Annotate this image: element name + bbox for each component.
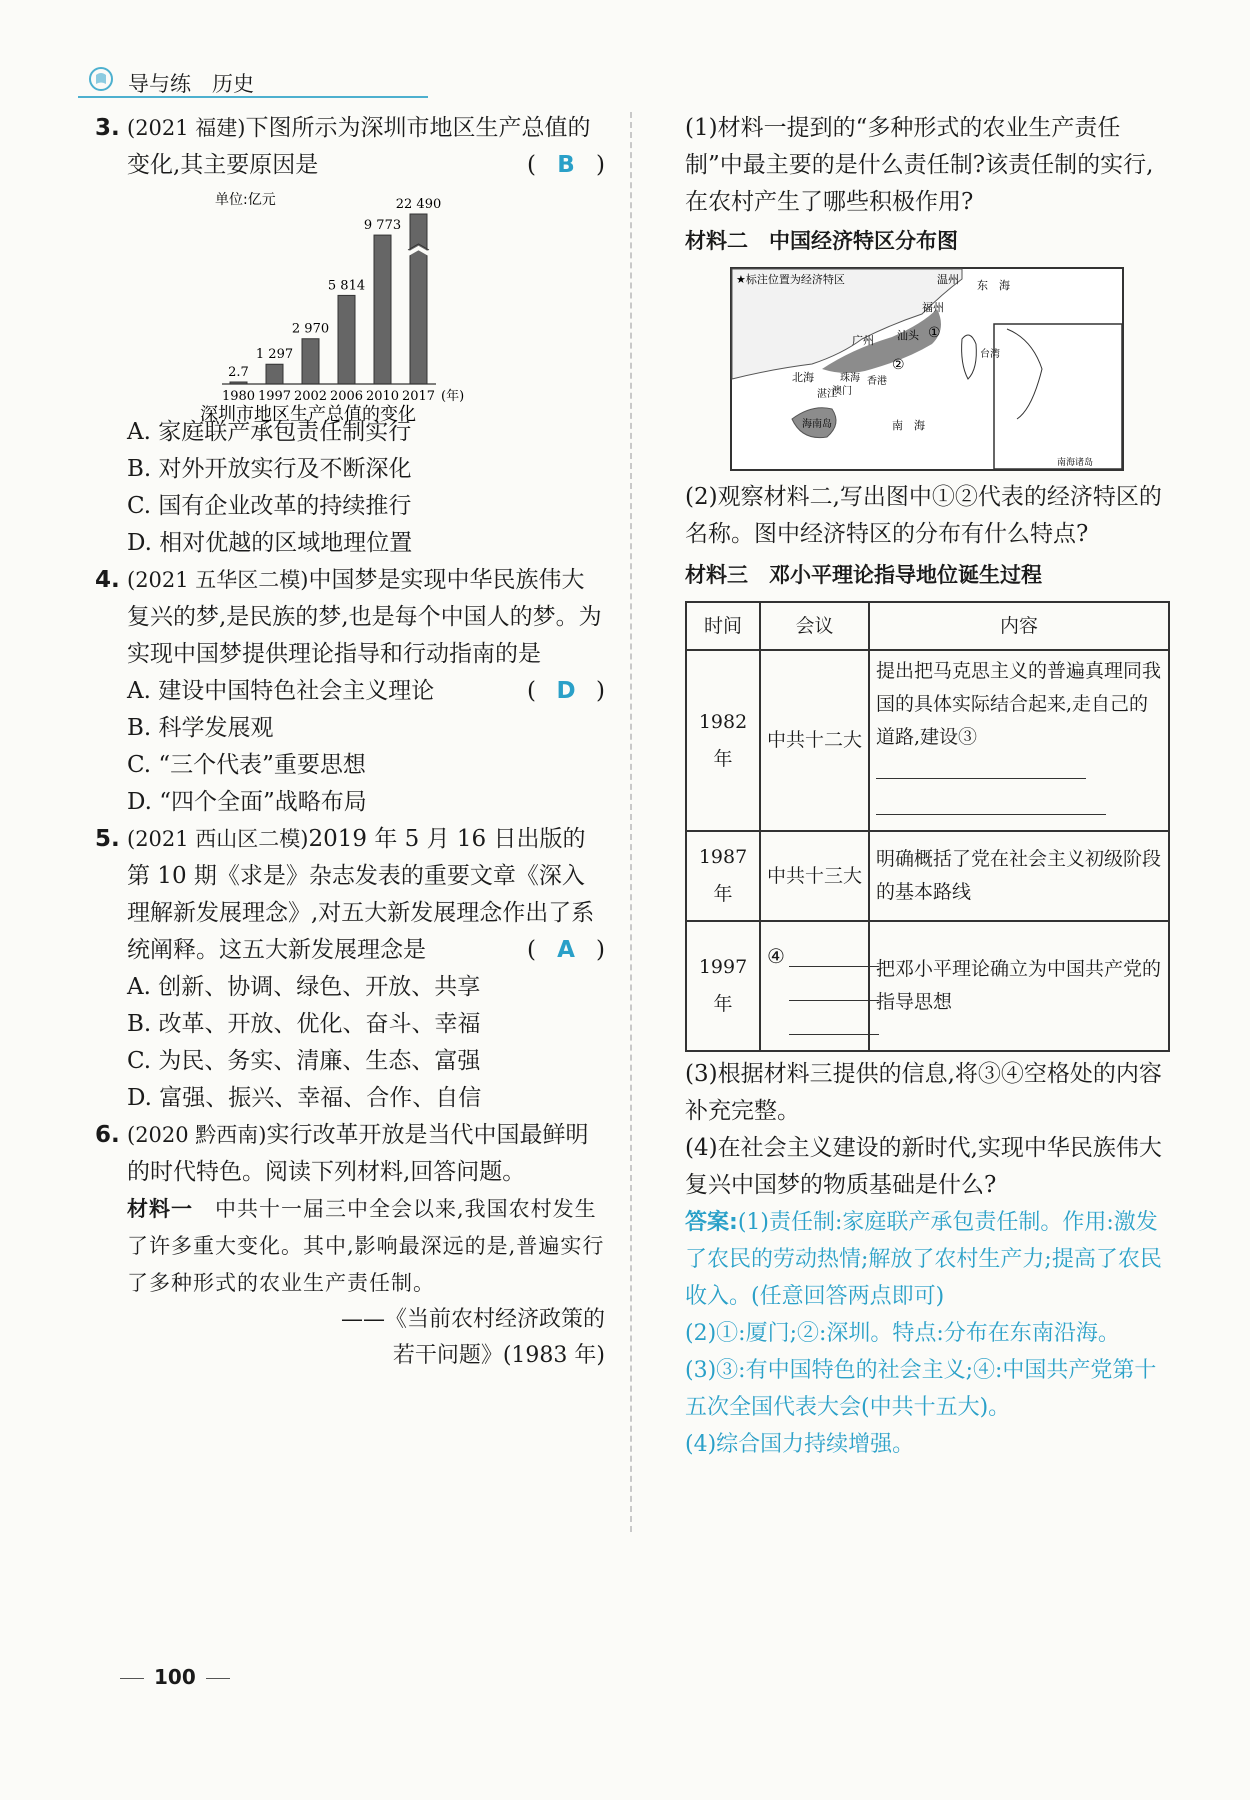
table-header: 会议 <box>760 602 869 650</box>
option-a: A. 创新、协调、绿色、开放、共享 <box>127 974 481 1000</box>
table-cell-content: 把邓小平理论确立为中国共产党的指导思想 <box>869 921 1169 1051</box>
sub-question-2: (2)观察材料二,写出图中①②代表的经济特区的名称。图中经济特区的分布有什么特点? <box>685 484 1162 547</box>
material-1-citation-1: ——《当前农村经济政策的 <box>340 1307 605 1332</box>
chart-x-unit: (年) <box>441 389 465 404</box>
question-source: (2021 五华区二模) <box>127 568 309 592</box>
answer-label: 答案: <box>685 1210 738 1235</box>
option-a: A. 家庭联产承包责任制实行 <box>127 419 412 445</box>
blank-4[interactable] <box>789 936 879 967</box>
blank-4-line2[interactable] <box>789 970 879 1001</box>
answer-parens: ( B ) <box>527 147 605 184</box>
material-2-title: 材料二 中国经济特区分布图 <box>685 229 958 253</box>
chart-tick-label: 2010 <box>365 389 400 404</box>
answer-block <box>685 1204 1175 1463</box>
table-cell-time: 1997 年 <box>686 921 760 1051</box>
option-c: C. 为民、务实、清廉、生态、富强 <box>127 1048 481 1074</box>
special-economic-zones-map <box>730 267 1124 471</box>
material-1-citation-2: 若干问题》(1983 年) <box>392 1343 605 1368</box>
book-logo-icon <box>88 66 114 92</box>
map-label-taiwan: 台湾 <box>980 349 1000 360</box>
map-label-wenzhou: 温州 <box>937 273 959 286</box>
chart-value-label: 9 773 <box>363 218 402 234</box>
blank-3[interactable] <box>876 754 1086 779</box>
option-c: C. 国有企业改革的持续推行 <box>127 493 412 519</box>
table-row <box>686 921 1169 1051</box>
answer-parens: ( A ) <box>527 932 605 969</box>
answer-line-4: (4)综合国力持续增强。 <box>685 1432 915 1457</box>
chart-bar <box>338 295 355 384</box>
content-text: 提出把马克思主义的普遍真理同我国的具体实际结合起来,走自己的道路,建设③ <box>876 660 1162 748</box>
chart-bar <box>302 339 319 384</box>
option-d: D. 相对优越的区域地理位置 <box>127 530 413 556</box>
answer-letter: B <box>557 152 575 178</box>
map-label-shantou: 汕头 <box>897 329 919 342</box>
right-column <box>685 110 1175 1463</box>
chart-bar <box>266 364 283 384</box>
map-legend: ★标注位置为经济特区 <box>736 273 845 286</box>
table-cell-meeting <box>760 921 869 1051</box>
sub-question-1: (1)材料一提到的“多种形式的农业生产责任制”中最主要的是什么责任制?该责任制的实行,在农村产生了哪些积极作用? <box>685 115 1154 215</box>
table-row <box>686 831 1169 921</box>
answer-parens: ( D ) <box>527 673 605 710</box>
gdp-bar-chart <box>95 184 515 425</box>
question-number: 6. <box>95 1122 120 1148</box>
question-stem: 下图所示为深圳市地区生产总值的变化,其主要原因是 <box>127 115 591 178</box>
material-1-text: 中共十一届三中全会以来,我国农村发生了许多重大变化。其中,影响最深远的是,普遍实行了多种形式的农业生产责任制。 <box>127 1197 605 1295</box>
page-header <box>78 62 428 98</box>
chart-title: 深圳市地区生产总值的变化 <box>200 404 416 425</box>
question-6 <box>95 1117 605 1191</box>
column-divider <box>630 112 632 1532</box>
page-number <box>110 1665 240 1689</box>
map-marker-1: ① <box>928 325 941 341</box>
header-rule <box>78 96 428 98</box>
question-source: (2021 西山区二模) <box>127 827 309 851</box>
chart-value-label: 22 490 <box>395 197 442 212</box>
sub-question-4: (4)在社会主义建设的新时代,实现中华民族伟大复兴中国梦的物质基础是什么? <box>685 1135 1162 1198</box>
chart-tick-label: 2017 <box>401 389 436 404</box>
question-stem: 实行改革开放是当代中国最鲜明的时代特色。阅读下列材料,回答问题。 <box>127 1122 589 1185</box>
map-label-fuzhou: 福州 <box>922 301 944 314</box>
header-title: 导与练 历史 <box>128 72 254 96</box>
question-source: (2020 黔西南) <box>127 1123 267 1147</box>
map-label-south-sea: 南 海 <box>892 419 925 432</box>
map-label-nanhai-islands: 南海诸岛 <box>1057 458 1094 468</box>
question-stem: 中国梦是实现中华民族伟大复兴的梦,是民族的梦,也是每个中国人的梦。为实现中国梦提供理论指导和行动指南的是 <box>127 567 602 667</box>
question-stem: 2019 年 5 月 16 日出版的第 10 期《求是》杂志发表的重要文章《深入理解新发展理念》,对五大新发展理念作出了系统阐释。这五大新发展理念是 <box>127 826 595 963</box>
table-row <box>686 650 1169 831</box>
material-1 <box>95 1191 605 1302</box>
table-cell-content: 明确概括了党在社会主义初级阶段的基本路线 <box>869 831 1169 921</box>
chart-tick-label: 2002 <box>293 389 328 404</box>
table-cell-meeting: 中共十三大 <box>760 831 869 921</box>
map-label-beihai: 北海 <box>792 371 814 384</box>
chart-tick-label: 2006 <box>329 389 364 404</box>
question-5 <box>95 821 605 969</box>
question-number: 3. <box>95 115 120 141</box>
map-label-east-sea: 东 海 <box>977 279 1010 292</box>
option-d: D. 富强、振兴、幸福、合作、自信 <box>127 1085 482 1111</box>
answer-letter: A <box>557 937 575 963</box>
map-label-hainan: 海南岛 <box>802 419 832 430</box>
sub-question-3: (3)根据材料三提供的信息,将③④空格处的内容补充完整。 <box>685 1061 1162 1124</box>
table-header: 内容 <box>869 602 1169 650</box>
marker-4: ④ <box>767 944 785 968</box>
map-label-hongkong: 香港 <box>867 376 887 387</box>
answer-line-3: (3)③:有中国特色的社会主义;④:中国共产党第十五次全国代表大会(中共十五大)。 <box>685 1358 1157 1420</box>
table-header-row <box>686 602 1169 650</box>
map-svg <box>732 269 1122 469</box>
chart-svg <box>95 184 515 425</box>
answer-letter: D <box>556 678 576 704</box>
option-b: B. 对外开放实行及不断深化 <box>127 456 412 482</box>
chart-tick-label: 1997 <box>257 389 292 404</box>
option-a: A. 建设中国特色社会主义理论 <box>127 678 435 704</box>
answer-line-2: (2)①:厦门;②:深圳。特点:分布在东南沿海。 <box>685 1321 1120 1346</box>
table-cell-content <box>869 650 1169 831</box>
option-d: D. “四个全面”战略布局 <box>127 789 367 815</box>
map-label-macau: 澳门 <box>832 386 852 397</box>
chart-bar <box>374 235 391 384</box>
left-column <box>95 110 605 1374</box>
table-cell-time: 1982 年 <box>686 650 760 831</box>
material-1-label: 材料一 <box>127 1197 193 1221</box>
page-number-text: 100 <box>154 1665 196 1689</box>
blank-3-line2[interactable] <box>876 790 1106 815</box>
chart-bar <box>410 214 427 384</box>
material-3-table <box>685 601 1170 1052</box>
map-label-zhuhai: 珠海 <box>840 373 860 384</box>
blank-4-line3[interactable] <box>789 1004 879 1035</box>
question-number: 4. <box>95 567 120 593</box>
option-c: C. “三个代表”重要思想 <box>127 752 366 778</box>
question-3 <box>95 110 605 184</box>
table-cell-time: 1987 年 <box>686 831 760 921</box>
chart-unit-label: 单位:亿元 <box>215 192 276 208</box>
option-b: B. 改革、开放、优化、奋斗、幸福 <box>127 1011 481 1037</box>
option-b: B. 科学发展观 <box>127 715 274 741</box>
question-source: (2021 福建) <box>127 116 246 140</box>
question-number: 5. <box>95 826 120 852</box>
chart-value-label: 2.7 <box>228 365 249 380</box>
chart-value-label: 2 970 <box>291 321 330 337</box>
chart-tick-label: 1980 <box>221 389 256 404</box>
map-label-zhanjiang: 湛江 <box>817 389 837 400</box>
map-marker-2: ② <box>892 357 905 373</box>
map-label-guangzhou: 广州 <box>852 334 874 347</box>
material-3-title: 材料三 邓小平理论指导地位诞生过程 <box>685 563 1042 587</box>
chart-value-label: 1 297 <box>255 347 294 363</box>
table-cell-meeting: 中共十二大 <box>760 650 869 831</box>
table-header: 时间 <box>686 602 760 650</box>
chart-value-label: 5 814 <box>327 278 366 294</box>
answer-line-1: (1)责任制:家庭联产承包责任制。作用:激发了农民的劳动热情;解放了农村生产力;提高了农民收入。(任意回答两点即可) <box>685 1210 1162 1309</box>
